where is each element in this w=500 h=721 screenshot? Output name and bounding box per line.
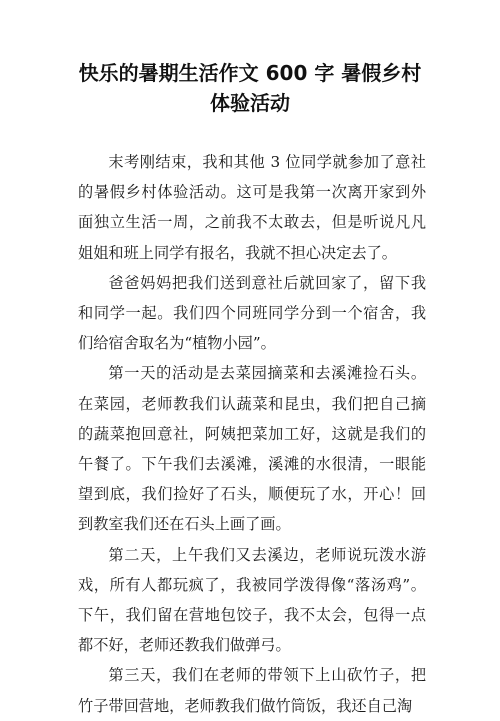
paragraph-4: 第二天，上午我们又去溪边，老师说玩泼水游戏，所有人都玩疯了，我被同学泼得像“落汤鸡”。下午，我们留在营地包饺子，我不太会，包得一点都不好，老师还教我们做弹弓。 — [78, 545, 426, 655]
title-line-2: 体验活动 — [210, 91, 290, 115]
paragraph-2: 爸爸妈妈把我们送到意社后就回家了，留下我和同学一起。我们四个同班同学分到一个宿舍，我们给宿舍取名为“植物小园”。 — [78, 273, 426, 353]
paragraph-5: 第三天，我们在老师的带领下上山砍竹子，把竹子带回营地，老师教我们做竹筒饭，我还自己淘 — [78, 666, 426, 715]
paragraph-3: 第一天的活动是去菜园摘菜和去溪滩捡石头。在菜园，老师教我们认蔬菜和昆虫，我们把自己摘的蔬菜抱回意社，阿姨把菜加工好，这就是我们的午餐了。下午我们去溪滩，溪滩的水很清，一眼能望到底，我们捡好了石头，顺便玩了水，开心！回到教室我们还在石头上画了画。 — [78, 364, 426, 534]
document-body — [78, 147, 426, 721]
document-title — [60, 58, 440, 118]
paragraph-1: 末考刚结束，我和其他 3 位同学就参加了意社的暑假乡村体验活动。这可是我第一次离开家到外面独立生活一周，之前我不太敢去，但是听说凡凡姐姐和班上同学有报名，我就不担心决定去了。 — [78, 153, 426, 262]
title-line-1: 快乐的暑期生活作文 600 字 暑假乡村 — [78, 61, 422, 85]
